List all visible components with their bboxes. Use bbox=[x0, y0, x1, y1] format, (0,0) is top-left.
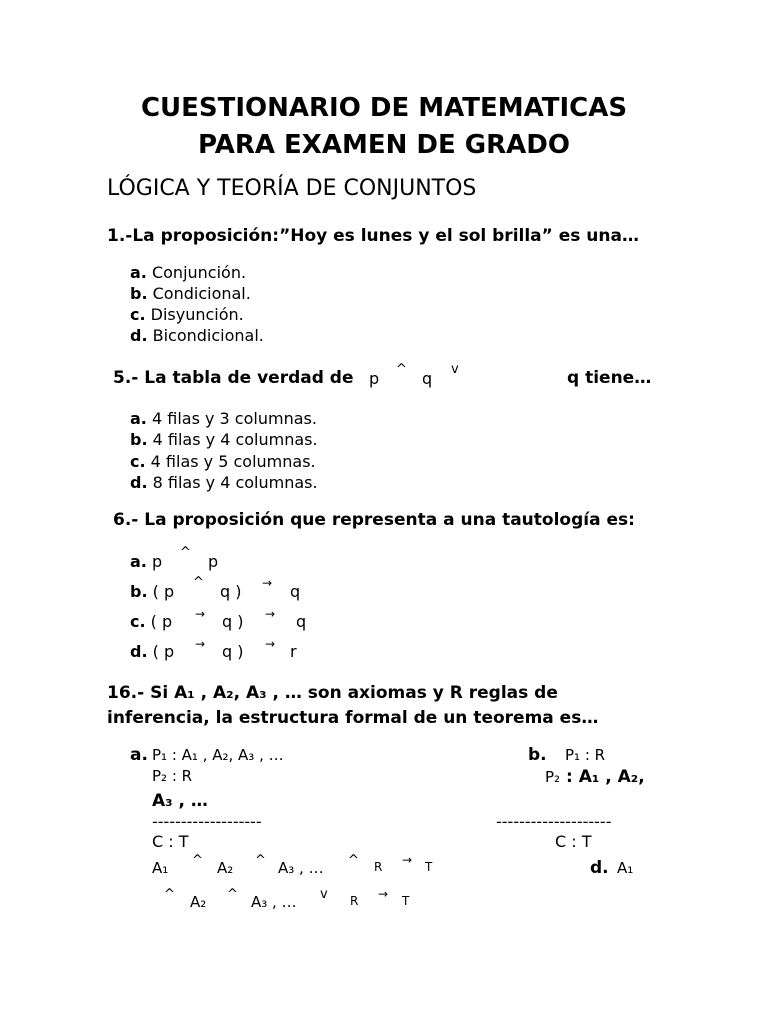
q16-a-and-2: ^ bbox=[255, 853, 266, 868]
question-16-line1: 16.- Si A₁ , A₂, A₃ , … son axiomas y R reglas de bbox=[107, 683, 558, 703]
q6-option-d: d. ( p bbox=[130, 642, 175, 661]
q16-b-premise-1: P₁ : R bbox=[565, 746, 606, 764]
q16-d-and-1: ^ bbox=[164, 887, 175, 902]
q16-a-a3: A₃ , … bbox=[278, 859, 324, 877]
q6-c-q: q ) bbox=[222, 612, 244, 631]
q5-or-symbol: v bbox=[451, 362, 459, 377]
q16-a-premise-1: P₁ : A₁ , A₂, A₃ , … bbox=[152, 746, 284, 764]
q1-option-b: b. Condicional. bbox=[130, 284, 251, 303]
q16-b-premise-2-rest: : A₁ , A₂, bbox=[566, 767, 645, 787]
q6-d-q: q ) bbox=[222, 642, 244, 661]
q16-a-arrow: → bbox=[402, 853, 413, 867]
q1-option-c: c. Disyunción. bbox=[130, 305, 244, 324]
page-title-line1: CUESTIONARIO DE MATEMATICAS bbox=[140, 93, 628, 123]
q16-a-a1: A₁ bbox=[152, 859, 169, 877]
q16-d-arrow: → bbox=[378, 887, 389, 901]
q16-b-premise-2-cont: A₃ , … bbox=[152, 791, 208, 811]
q16-option-a-letter: a. bbox=[130, 745, 148, 765]
q16-b-conclusion: C : T bbox=[555, 832, 592, 851]
page-title-line2: PARA EXAMEN DE GRADO bbox=[198, 130, 570, 160]
q16-d-or: v bbox=[320, 887, 328, 902]
q6-b-arrow: → bbox=[262, 576, 273, 590]
q16-option-d-letter: d. bbox=[590, 858, 609, 878]
q16-d-a2: A₂ bbox=[190, 893, 207, 911]
question-16-line2: inferencia, la estructura formal de un teorema es… bbox=[107, 708, 599, 728]
q16-a-r: R bbox=[374, 860, 383, 874]
q16-d-a1: A₁ bbox=[617, 859, 634, 877]
q16-d-a3: A₃ , … bbox=[251, 893, 297, 911]
q5-option-c: c. 4 filas y 5 columnas. bbox=[130, 452, 316, 471]
q16-b-premise-2-label: P₂ bbox=[545, 768, 561, 786]
q16-a-a2: A₂ bbox=[217, 859, 234, 877]
q6-option-a: a. p bbox=[130, 552, 163, 571]
q5-p: p bbox=[369, 369, 380, 388]
q16-d-t: T bbox=[402, 894, 410, 908]
q6-d-arrow: → bbox=[265, 637, 276, 651]
question-5: 5.- La tabla de verdad de bbox=[113, 368, 354, 388]
q6-d-implies-symbol: → bbox=[195, 637, 206, 651]
q5-q: q bbox=[422, 369, 433, 388]
q6-c-implies-symbol: → bbox=[195, 607, 206, 621]
q16-a-and-3: ^ bbox=[348, 853, 359, 868]
q6-c-q2: q bbox=[296, 612, 307, 631]
q6-a-p2: p bbox=[208, 552, 219, 571]
q5-option-a: a. 4 filas y 3 columnas. bbox=[130, 409, 317, 428]
question-1: 1.-La proposición:”Hoy es lunes y el sol brilla” es una… bbox=[107, 226, 639, 246]
q16-d-r: R bbox=[350, 894, 359, 908]
q6-option-b: b. ( p bbox=[130, 582, 175, 601]
q5-option-b: b. 4 filas y 4 columnas. bbox=[130, 430, 318, 449]
q16-a-t: T bbox=[425, 860, 433, 874]
q16-d-and-2: ^ bbox=[227, 887, 238, 902]
q16-a-and-1: ^ bbox=[192, 853, 203, 868]
q16-a-conclusion: C : T bbox=[152, 832, 189, 851]
q16-b-dashes: -------------------- bbox=[496, 812, 612, 831]
q16-a-premise-2: P₂ : R bbox=[152, 767, 193, 785]
q6-c-arrow: → bbox=[265, 607, 276, 621]
q6-b-q: q ) bbox=[220, 582, 242, 601]
question-5-end: q tiene… bbox=[567, 368, 652, 388]
q16-option-b-letter: b. bbox=[528, 745, 547, 765]
section-heading: LÓGICA Y TEORÍA DE CONJUNTOS bbox=[107, 176, 477, 201]
q1-option-a: a. Conjunción. bbox=[130, 263, 247, 282]
q6-b-and-symbol: ^ bbox=[193, 575, 204, 590]
q5-and-symbol: ^ bbox=[396, 362, 407, 377]
question-6: 6.- La proposición que representa a una tautología es: bbox=[113, 510, 635, 530]
q6-option-c: c. ( p bbox=[130, 612, 173, 631]
q1-option-d: d. Bicondicional. bbox=[130, 326, 264, 345]
q6-a-and-symbol: ^ bbox=[180, 545, 191, 560]
q6-b-q2: q bbox=[290, 582, 301, 601]
q16-a-dashes: ------------------- bbox=[152, 812, 262, 831]
q6-d-r: r bbox=[290, 642, 297, 661]
q5-option-d: d. 8 filas y 4 columnas. bbox=[130, 473, 318, 492]
